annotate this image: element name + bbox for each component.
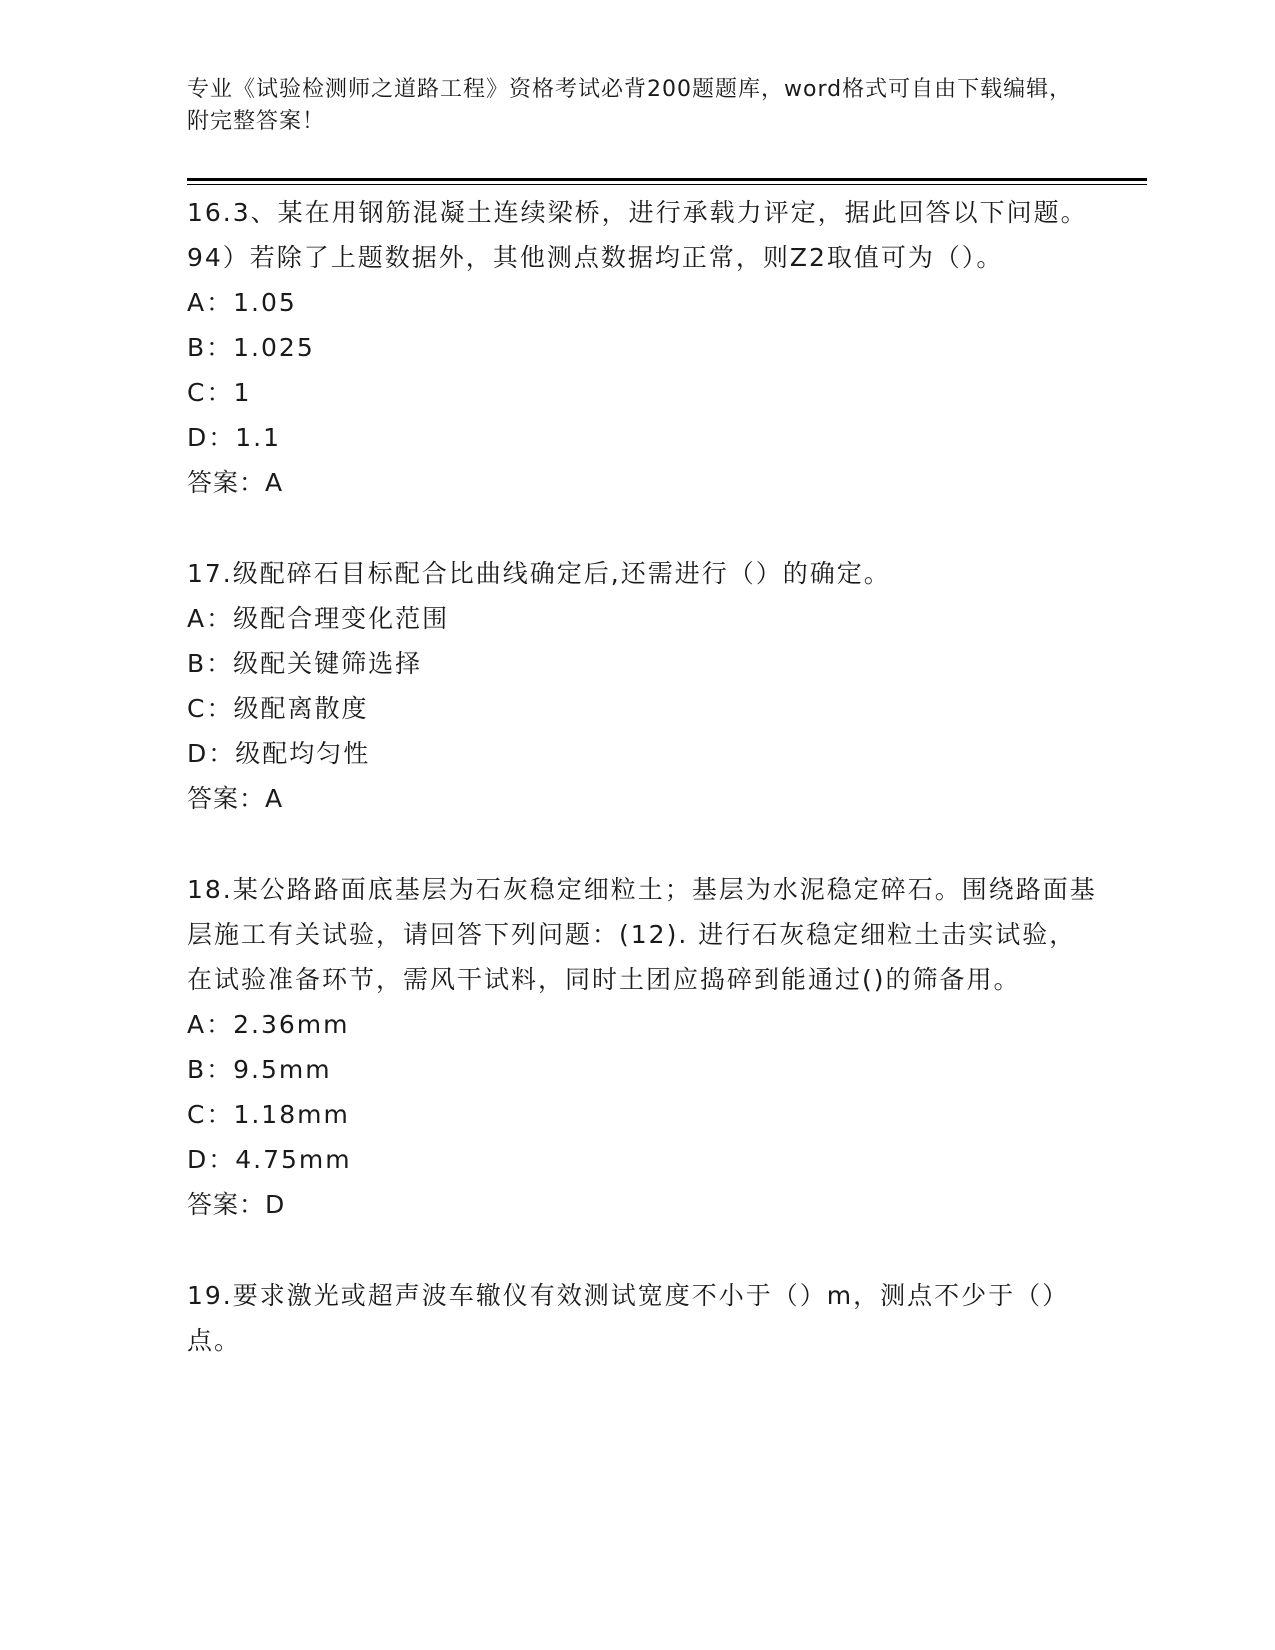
option-a: A：1.05	[187, 288, 297, 317]
question-16	[187, 190, 1097, 505]
question-stem: 17.级配碎石目标配合比曲线确定后,还需进行（）的确定。	[187, 559, 891, 588]
question-list	[187, 190, 1097, 1409]
header-divider-thin	[187, 184, 1147, 185]
question-19	[187, 1273, 1097, 1363]
option-a: A：2.36mm	[187, 1010, 350, 1039]
option-a: A：级配合理变化范围	[187, 604, 450, 633]
option-c: C：级配离散度	[187, 694, 369, 723]
question-stem: 18.某公路路面底基层为石灰稳定细粒土；基层为水泥稳定碎石。围绕路面基层施工有关试验，请回答下列问题：(12). 进行石灰稳定细粒土击实试验，在试验准备环节，需风干试料，同时土团应捣碎到能通过()的筛备用。	[187, 875, 1097, 994]
question-stem: 16.3、某在用钢筋混凝土连续梁桥，进行承载力评定，据此回答以下问题。94）若除了上题数据外，其他测点数据均正常，则Z2取值可为（）。	[187, 198, 1088, 272]
option-d: D：1.1	[187, 423, 282, 452]
option-b: B：级配关键筛选择	[187, 649, 423, 678]
option-d: D：级配均匀性	[187, 739, 371, 768]
question-stem: 19.要求激光或超声波车辙仪有效测试宽度不小于（）m，测点不少于（）点。	[187, 1281, 1070, 1355]
answer: 答案：A	[187, 784, 284, 813]
option-c: C：1	[187, 378, 252, 407]
option-c: C：1.18mm	[187, 1100, 350, 1129]
answer: 答案：D	[187, 1190, 286, 1219]
answer: 答案：A	[187, 468, 284, 497]
option-b: B：9.5mm	[187, 1055, 332, 1084]
option-d: D：4.75mm	[187, 1145, 352, 1174]
question-18	[187, 867, 1097, 1227]
header-divider-thick	[187, 178, 1147, 181]
document-header: 专业《试验检测师之道路工程》资格考试必背200题题库，word格式可自由下载编辑，附完整答案！	[187, 77, 1073, 134]
question-17	[187, 551, 1097, 821]
option-b: B：1.025	[187, 333, 315, 362]
